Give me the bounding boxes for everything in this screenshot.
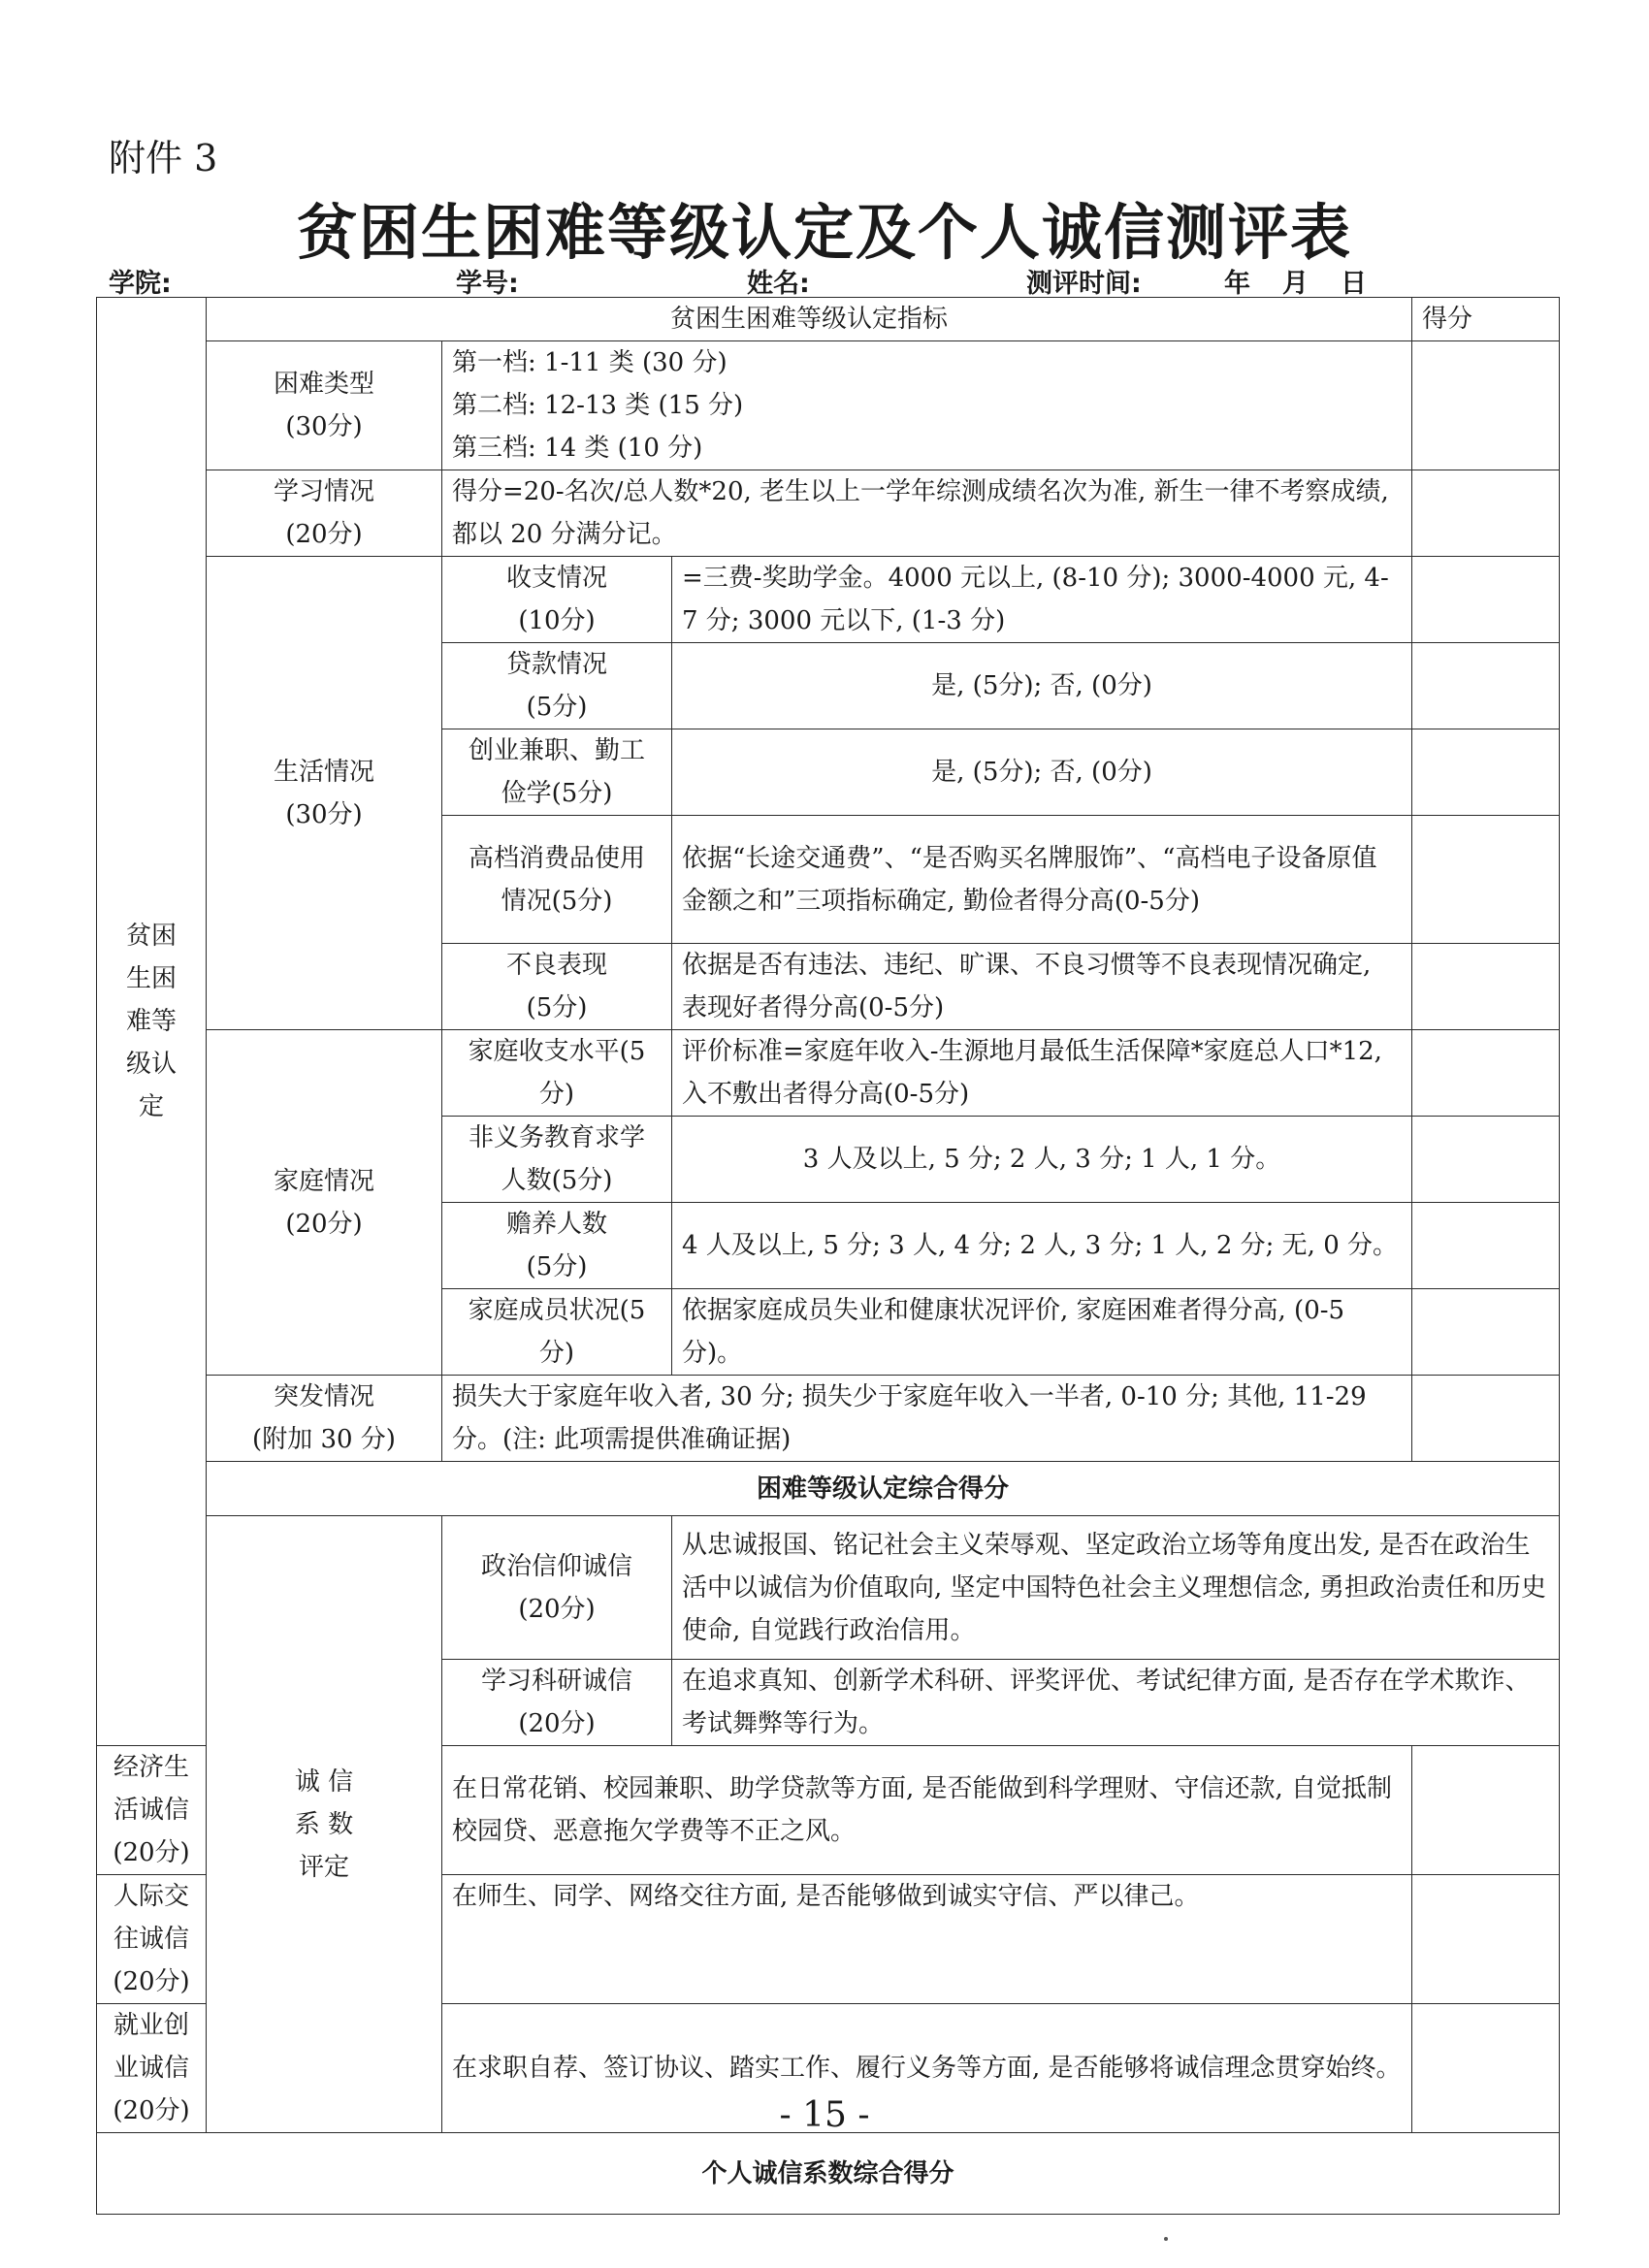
score-header: 得分 [1412, 298, 1560, 341]
life-item-desc: 依据“长途交通费”、“是否购买名牌服饰”、“高档电子设备原值金额之和”三项指标确定, 勤俭者得分高(0-5分) [672, 816, 1412, 944]
section1-total-label: 困难等级认定综合得分 [207, 1462, 1560, 1516]
integrity-item-name: 就业创业诚信 (20分) [97, 2004, 207, 2133]
difficulty-type-desc: 第一档: 1-11 类 (30 分) 第二档: 12-13 类 (15 分) 第三档: 14 类 (10 分) [442, 341, 1412, 470]
score-cell[interactable] [1412, 1875, 1560, 2004]
family-item-name: 非义务教育求学 人数(5分) [442, 1117, 672, 1203]
family-item-name: 赡养人数 (5分) [442, 1203, 672, 1289]
family-item-desc: 依据家庭成员失业和健康状况评价, 家庭困难者得分高, (0-5分)。 [672, 1289, 1412, 1376]
index-header: 贫困生困难等级认定指标 [207, 298, 1412, 341]
attachment-label: 附件 3 [109, 137, 218, 179]
month-label: 月 [1282, 269, 1309, 299]
integrity-item-desc: 在求职自荐、签订协议、踏实工作、履行义务等方面, 是否能够将诚信理念贯穿始终。 [442, 2004, 1412, 2133]
difficulty-type-name: 困难类型 (30分) [207, 341, 442, 470]
score-cell[interactable] [1412, 816, 1560, 944]
life-item-name: 收支情况 (10分) [442, 557, 672, 643]
life-item-name: 贷款情况 (5分) [442, 643, 672, 729]
day-label: 日 [1341, 269, 1367, 299]
integrity-item-desc: 在师生、同学、网络交往方面, 是否能够做到诚实守信、严以律己。 [442, 1875, 1412, 2004]
family-item-name: 家庭成员状况(5 分) [442, 1289, 672, 1376]
family-item-name: 家庭收支水平(5 分) [442, 1030, 672, 1117]
life-item-name: 创业兼职、勤工 俭学(5分) [442, 729, 672, 816]
emergency-desc: 损失大于家庭年收入者, 30 分; 损失少于家庭年收入一半者, 0-10 分; 其他, 11-29 分。(注: 此项需提供准确证据) [442, 1376, 1412, 1462]
integrity-item-name: 政治信仰诚信 (20分) [442, 1516, 672, 1660]
name-label: 姓名: [747, 269, 810, 299]
life-item-desc: 依据是否有违法、违纪、旷课、不良习惯等不良表现情况确定, 表现好者得分高(0-5分) [672, 944, 1412, 1030]
integrity-item-desc: 在日常花销、校园兼职、助学贷款等方面, 是否能做到科学理财、守信还款, 自觉抵制校园贷、恶意拖欠学费等不正之风。 [442, 1746, 1412, 1875]
score-cell[interactable] [1412, 1203, 1560, 1289]
life-item-desc: =三费-奖助学金。4000 元以上, (8-10 分); 3000-4000 元, 4-7 分; 3000 元以下, (1-3 分) [672, 557, 1412, 643]
life-item-name: 不良表现 (5分) [442, 944, 672, 1030]
life-item-desc: 是, (5分); 否, (0分) [672, 729, 1412, 816]
life-item-desc: 是, (5分); 否, (0分) [672, 643, 1412, 729]
student-id-label: 学号: [456, 269, 519, 299]
score-cell[interactable] [1412, 470, 1560, 557]
section-label-integrity: 诚 信 系 数 评定 [207, 1516, 442, 2133]
score-cell[interactable] [1412, 729, 1560, 816]
emergency-name: 突发情况 (附加 30 分) [207, 1376, 442, 1462]
section2-total-label: 个人诚信系数综合得分 [97, 2133, 1560, 2215]
study-name: 学习情况 (20分) [207, 470, 442, 557]
evaluation-table [96, 297, 1560, 2215]
score-cell[interactable] [1412, 1030, 1560, 1117]
study-desc: 得分=20-名次/总人数*20, 老生以上一学年综测成绩名次为准, 新生一律不考察成绩, 都以 20 分满分记。 [442, 470, 1412, 557]
scan-speck [1164, 2237, 1168, 2241]
integrity-item-name: 人际交往诚信 (20分) [97, 1875, 207, 2004]
life-item-name: 高档消费品使用 情况(5分) [442, 816, 672, 944]
integrity-item-name: 经济生活诚信 (20分) [97, 1746, 207, 1875]
document-title: 贫困生困难等级认定及个人诚信测评表 [296, 197, 1352, 268]
section-label-poverty: 贫困 生困 难等 级认 定 [97, 298, 207, 1746]
score-cell[interactable] [1412, 341, 1560, 470]
score-cell[interactable] [1412, 944, 1560, 1030]
family-item-desc: 评价标准=家庭年收入-生源地月最低生活保障*家庭总人口*12, 入不敷出者得分高(0-5分) [672, 1030, 1412, 1117]
integrity-item-desc: 从忠诚报国、铭记社会主义荣辱观、坚定政治立场等角度出发, 是否在政治生活中以诚信为价值取向, 坚定中国特色社会主义理想信念, 勇担政治责任和历史使命, 自觉践行政治信用。 [672, 1516, 1560, 1660]
page-number: - 15 - [779, 2095, 870, 2135]
score-cell[interactable] [1412, 1117, 1560, 1203]
score-cell[interactable] [1412, 1376, 1560, 1462]
life-name: 生活情况 (30分) [207, 557, 442, 1030]
score-cell[interactable] [1412, 557, 1560, 643]
family-name: 家庭情况 (20分) [207, 1030, 442, 1376]
score-cell[interactable] [1412, 643, 1560, 729]
integrity-item-desc: 在追求真知、创新学术科研、评奖评优、考试纪律方面, 是否存在学术欺诈、考试舞弊等行为。 [672, 1660, 1560, 1746]
integrity-item-name: 学习科研诚信 (20分) [442, 1660, 672, 1746]
family-item-desc: 4 人及以上, 5 分; 3 人, 4 分; 2 人, 3 分; 1 人, 2 分; 无, 0 分。 [672, 1203, 1412, 1289]
score-cell[interactable] [1412, 1746, 1560, 1875]
score-cell[interactable] [1412, 1289, 1560, 1376]
eval-time-label: 测评时间: [1026, 269, 1142, 299]
family-item-desc: 3 人及以上, 5 分; 2 人, 3 分; 1 人, 1 分。 [672, 1117, 1412, 1203]
college-label: 学院: [109, 269, 172, 299]
year-label: 年 [1224, 269, 1250, 299]
